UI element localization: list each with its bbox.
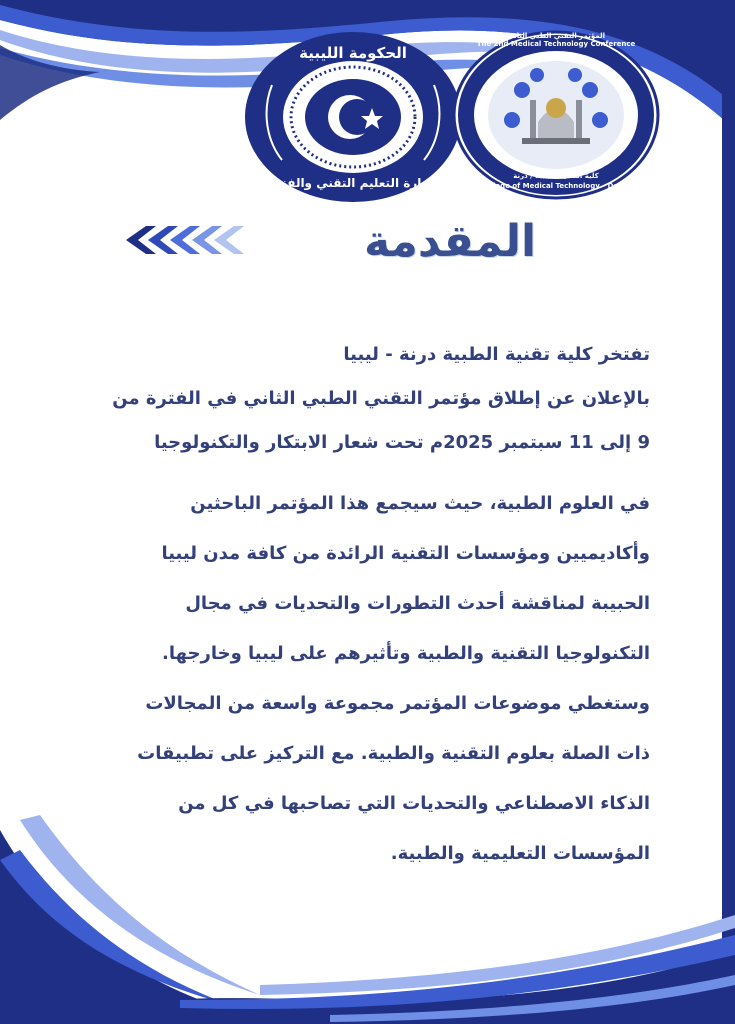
body-line: التكنولوجيا التقنية والطبية وتأثيرهم على ليبيا وخارجها.	[162, 643, 650, 664]
intro-line: 9 إلى 11 سبتمبر 2025م تحت شعار الابتكار والتكنولوجيا	[154, 432, 650, 453]
chevron-arrows-icon	[126, 222, 250, 258]
conference-arabic-text: المؤتمر التقني الطبي الثاني	[507, 32, 605, 40]
conference-bottom-arabic: كلية التقنية الطبية / درنة	[513, 172, 599, 180]
announcement-text	[80, 335, 650, 879]
body-line: المؤسسات التعليمية والطبية.	[390, 843, 650, 864]
body-line: ذات الصلة بعلوم التقنية والطبية. مع التركيز على تطبيقات	[137, 743, 650, 764]
ministry-arc-text: الحكومة الليبية	[299, 44, 407, 62]
intro-line: بالإعلان عن إطلاق مؤتمر التقني الطبي الثاني في الفترة من	[112, 388, 650, 409]
conference-logo	[452, 30, 660, 200]
ministry-logo	[242, 30, 464, 205]
conference-arc-text: The 2nd Medical Technology Conference	[476, 40, 636, 48]
body-line: في العلوم الطبية، حيث سيجمع هذا المؤتمر الباحثين	[190, 493, 650, 514]
body-line: الذكاء الاصطناعي والتحديات التي تصاحبها في كل من	[178, 793, 650, 814]
body-line: وأكاديميين ومؤسسات التقنية الرائدة من كافة مدن ليبيا	[161, 543, 650, 564]
body-line: وستغطي موضوعات المؤتمر مجموعة واسعة من المجالات	[145, 693, 650, 714]
body-line: الحبيبة لمناقشة أحدث التطورات والتحديات في مجال	[185, 593, 650, 614]
conference-bottom-text: College of Medical Technology - Derna	[480, 182, 632, 190]
intro-line: تفتخر كلية تقنية الطبية درنة - ليبيا	[343, 344, 650, 365]
ministry-bottom-text: وزارة التعليم التقني والفني	[270, 176, 436, 190]
page-title: المقدمة	[363, 216, 537, 267]
